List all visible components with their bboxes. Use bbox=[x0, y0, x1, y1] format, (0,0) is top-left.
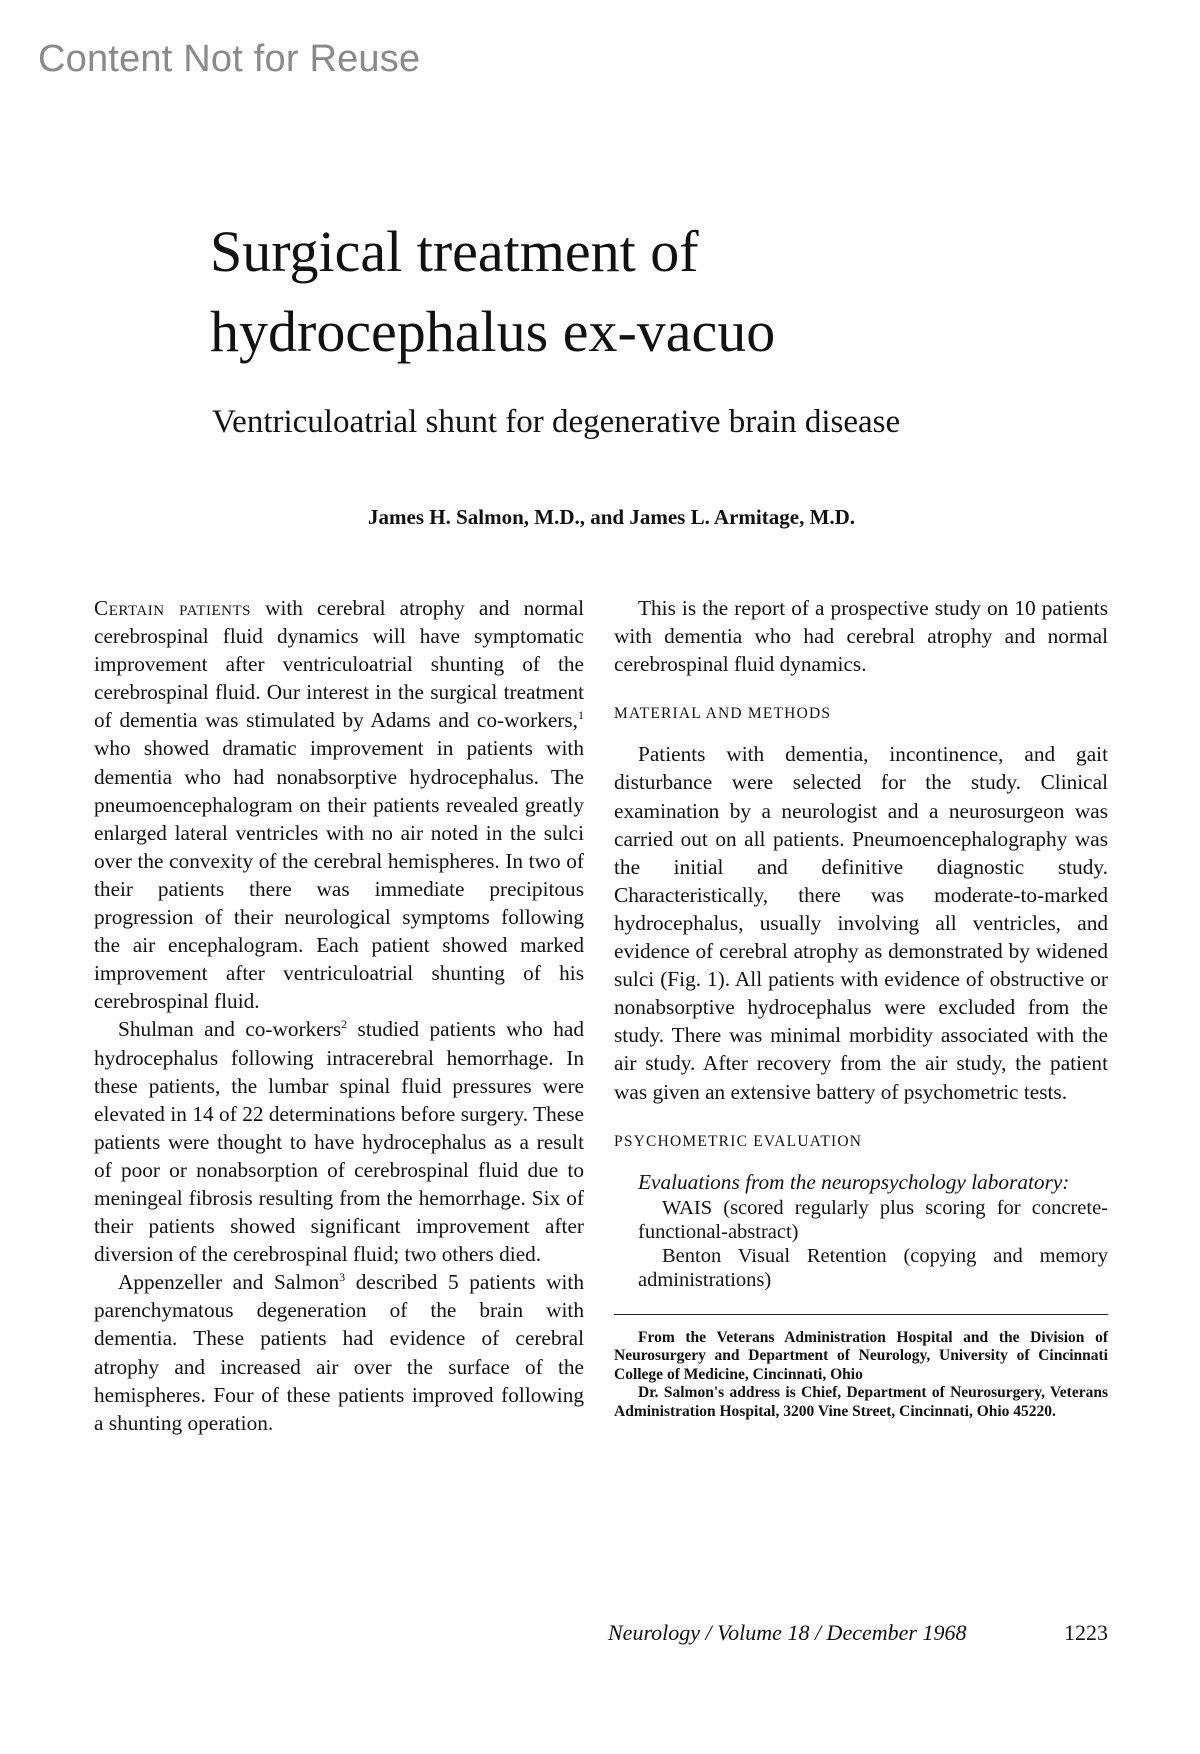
paragraph-text: described 5 patients with parenchymatous degeneration of the brain with dementia. These patients had evidence of cerebral atrophy and increased air over the surface of the hemispheres. Four of these patients improved following a shunting operation. bbox=[94, 1270, 584, 1435]
article-subtitle: Ventriculoatrial shunt for degenerative brain disease bbox=[212, 404, 901, 440]
paragraph-text: Shulman and co-workers bbox=[118, 1017, 342, 1042]
paragraph-text: who showed dramatic improvement in patients with dementia who had nonabsorptive hydrocephalus. The pneumoencephalogram on their patients revealed greatly enlarged lateral ventricles with no air noted in the sulci over the convexity of the cerebral hemispheres. In two of their patients there was immediate precipitous progression of their neurological symptoms following the air encephalogram. Each patient showed marked improvement after ventriculoatrial shunting of his cerebrospinal fluid. bbox=[94, 736, 584, 1014]
paragraph-text: with cerebral atrophy and normal cerebrospinal fluid dynamics will have symptomatic improvement after ventriculoatrial shunting of the cerebrospinal fluid. Our interest in the surgical treatment of dementia was stimulated by Adams and co-workers, bbox=[94, 596, 584, 733]
body-paragraph bbox=[94, 1015, 584, 1268]
author-byline: James H. Salmon, M.D., and James L. Armitage, M.D. bbox=[368, 505, 856, 529]
paragraph-text: Appenzeller and Salmon bbox=[118, 1270, 340, 1295]
test-item-wais: WAIS (scored regularly plus scoring for concrete-functional-abstract) bbox=[638, 1196, 1108, 1243]
article-title bbox=[210, 212, 1010, 372]
section-heading-psychometric: PSYCHOMETRIC EVALUATION bbox=[614, 1132, 863, 1150]
page-footer bbox=[608, 1620, 1108, 1646]
body-paragraph: Patients with dementia, incontinence, and gait disturbance were selected for the study. Clinical examination by a neurologist and a neurosurgeon was carried out on all patients. Pneumoencephalography was the initial and definitive diagnostic study. Characteristically, there was moderate-to-marked hydrocephalus, usually involving all ventricles, and evidence of cerebral atrophy as demonstrated by widened sulci (Fig. 1). All patients with evidence of obstructive or nonabsorptive hydrocephalus were excluded from the study. There was minimal morbidity associated with the air study. After recovery from the air study, the patient was given an extensive battery of psychometric tests. bbox=[614, 742, 1108, 1104]
title-line-1: Surgical treatment of bbox=[210, 219, 699, 284]
footnote-affiliation: From the Veterans Administration Hospital and the Division of Neurosurgery and Department of Neurology, University of Cincinnati College of Medicine, Cincinnati, Ohio bbox=[614, 1328, 1108, 1383]
paragraph-text: studied patients who had hydrocephalus following intracerebral hemorrhage. In these patients, the lumbar spinal fluid pressures were elevated in 14 of 22 determinations before surgery. These patients were thought to have hydrocephalus as a result of poor or nonabsorption of cerebrospinal fluid due to meningeal fibrosis resulting from the hemorrhage. Six of their patients showed significant improvement after diversion of the cerebrospinal fluid; two others died. bbox=[94, 1017, 585, 1267]
section-heading-methods: MATERIAL AND METHODS bbox=[614, 705, 832, 723]
intro-paragraph bbox=[94, 594, 584, 1015]
title-line-2: hydrocephalus ex-vacuo bbox=[210, 299, 776, 364]
italic-intro: Evaluations from the neuropsychology laboratory: bbox=[638, 1169, 1070, 1194]
watermark: Content Not for Reuse bbox=[38, 38, 421, 80]
right-column bbox=[614, 594, 1108, 1421]
reference-marker: 3 bbox=[339, 1270, 346, 1285]
reference-marker: 1 bbox=[578, 708, 584, 723]
left-column bbox=[94, 594, 584, 1437]
footnote-address: Dr. Salmon's address is Chief, Department of Neurosurgery, Veterans Administration Hospital, 3200 Vine Street, Cincinnati, Ohio 45220. bbox=[614, 1384, 1108, 1420]
footnote-rule bbox=[614, 1314, 1108, 1315]
body-paragraph: This is the report of a prospective study on 10 patients with dementia who had cerebral atrophy and normal cerebrospinal fluid dynamics. bbox=[614, 596, 1108, 677]
reference-marker: 2 bbox=[341, 1017, 348, 1032]
lead-in: Certain patients bbox=[94, 596, 251, 620]
page-number: 1223 bbox=[1064, 1620, 1108, 1645]
test-item-benton: Benton Visual Retention (copying and memory administrations) bbox=[638, 1244, 1108, 1291]
body-paragraph bbox=[94, 1268, 584, 1437]
journal-citation: Neurology / Volume 18 / December 1968 bbox=[608, 1620, 967, 1645]
